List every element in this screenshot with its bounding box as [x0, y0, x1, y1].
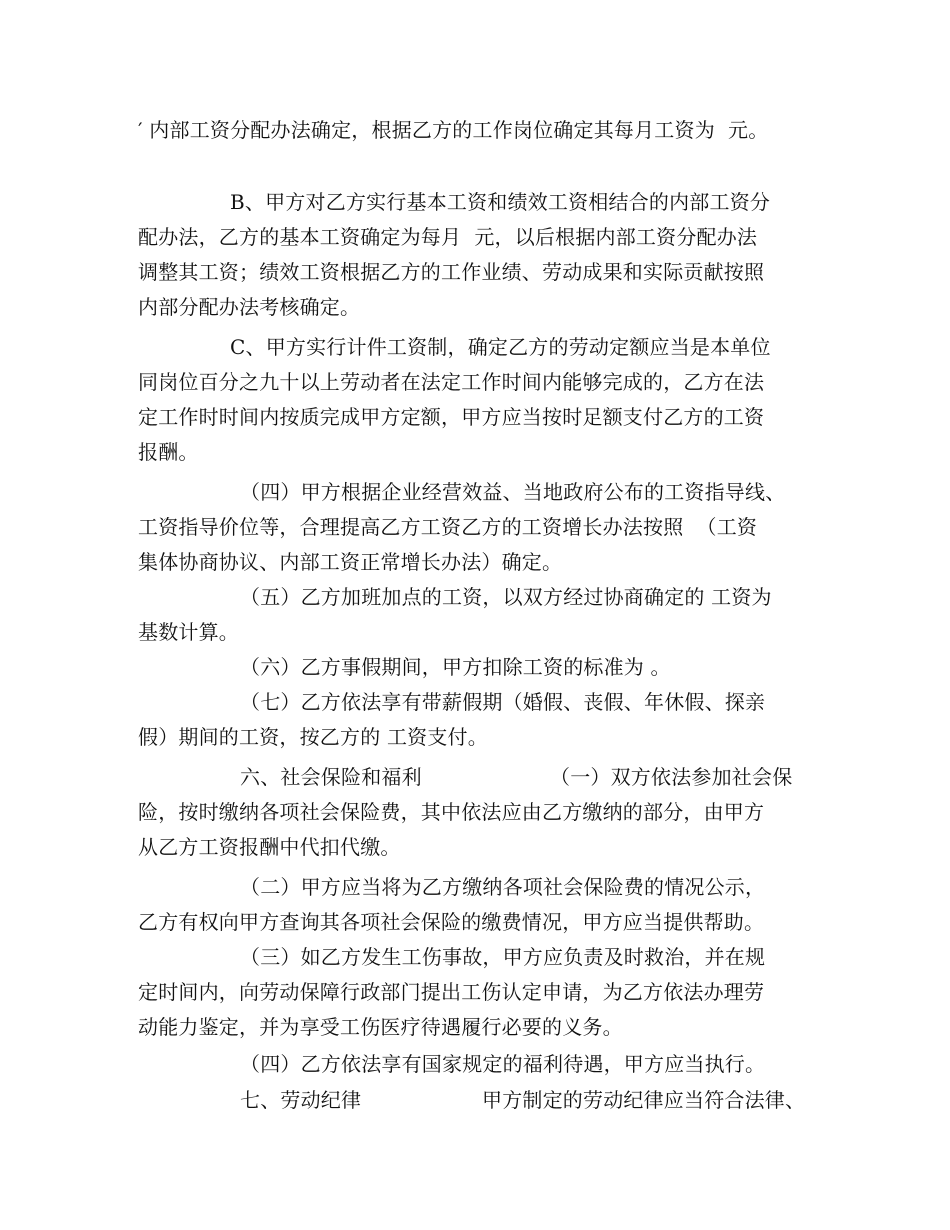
text-line: 基数计算。: [138, 620, 239, 644]
text-line: C、甲方实行计件工资制，确定乙方的劳动定额应当是本单位: [230, 335, 771, 359]
text-line: 调整其工资；绩效工资根据乙方的工作业绩、劳动成果和实际贡献按照: [138, 260, 765, 284]
text-line: 甲方制定的劳动纪律应当符合法律、: [482, 1088, 806, 1112]
text-line: 险，按时缴纳各项社会保险费，其中依法应由乙方缴纳的部分，由甲方: [138, 800, 765, 824]
text-line: （一）双方依法参加社会保: [550, 765, 793, 789]
section-heading: 七、劳动纪律: [240, 1088, 362, 1112]
text-line: 假）期间的工资，按乙方的 工资支付。: [138, 725, 488, 749]
text-line: （七）乙方依法享有带薪假期（婚假、丧假、年休假、探亲: [240, 690, 766, 714]
text-line: （五）乙方加班加点的工资，以双方经过协商确定的 工资为: [240, 585, 772, 609]
text-line: （四）甲方根据企业经营效益、当地政府公布的工资指导线、: [240, 480, 786, 504]
text-line: （二）甲方应当将为乙方缴纳各项社会保险费的情况公示，: [240, 875, 766, 899]
text-line: 工资指导价位等，合理提高乙方工资乙方的工资增长办法按照 （工资: [138, 515, 758, 539]
text-line: 动能力鉴定，并为享受工伤医疗待遇履行必要的义务。: [138, 1015, 623, 1039]
text-line: 定时间内，向劳动保障行政部门提出工伤认定申请，为乙方依法办理劳: [138, 980, 765, 1004]
text-line: （四）乙方依法享有国家规定的福利待遇，甲方应当执行。: [240, 1052, 766, 1076]
text-line: 内部分配办法考核确定。: [138, 295, 361, 319]
text-line: 报酬。: [138, 440, 199, 464]
text-line: 同岗位百分之九十以上劳动者在法定工作时间内能够完成的，乙方在法: [138, 370, 765, 394]
text-line: （六）乙方事假期间，甲方扣除工资的标准为 。: [240, 655, 671, 679]
text-line: 定工作时时间内按质完成甲方定额，甲方应当按时足额支付乙方的工资: [138, 405, 765, 429]
text-line: B、甲方对乙方实行基本工资和绩效工资相结合的内部工资分: [230, 190, 771, 214]
text-line: 从乙方工资报酬中代扣代缴。: [138, 835, 401, 859]
text-line: （三）如乙方发生工伤事故，甲方应负责及时救治，并在规: [240, 945, 766, 969]
text-line: ′ 内部工资分配办法确定，根据乙方的工作岗位确定其每月工资为 元。: [138, 118, 769, 142]
text-line: 配办法，乙方的基本工资确定为每月 元，以后根据内部工资分配办法: [138, 225, 758, 249]
text-line: 乙方有权向甲方查询其各项社会保险的缴费情况，甲方应当提供帮助。: [138, 910, 765, 934]
text-line: 集体协商协议、内部工资正常增长办法）确定。: [138, 550, 563, 574]
section-heading: 六、社会保险和福利: [240, 765, 422, 789]
